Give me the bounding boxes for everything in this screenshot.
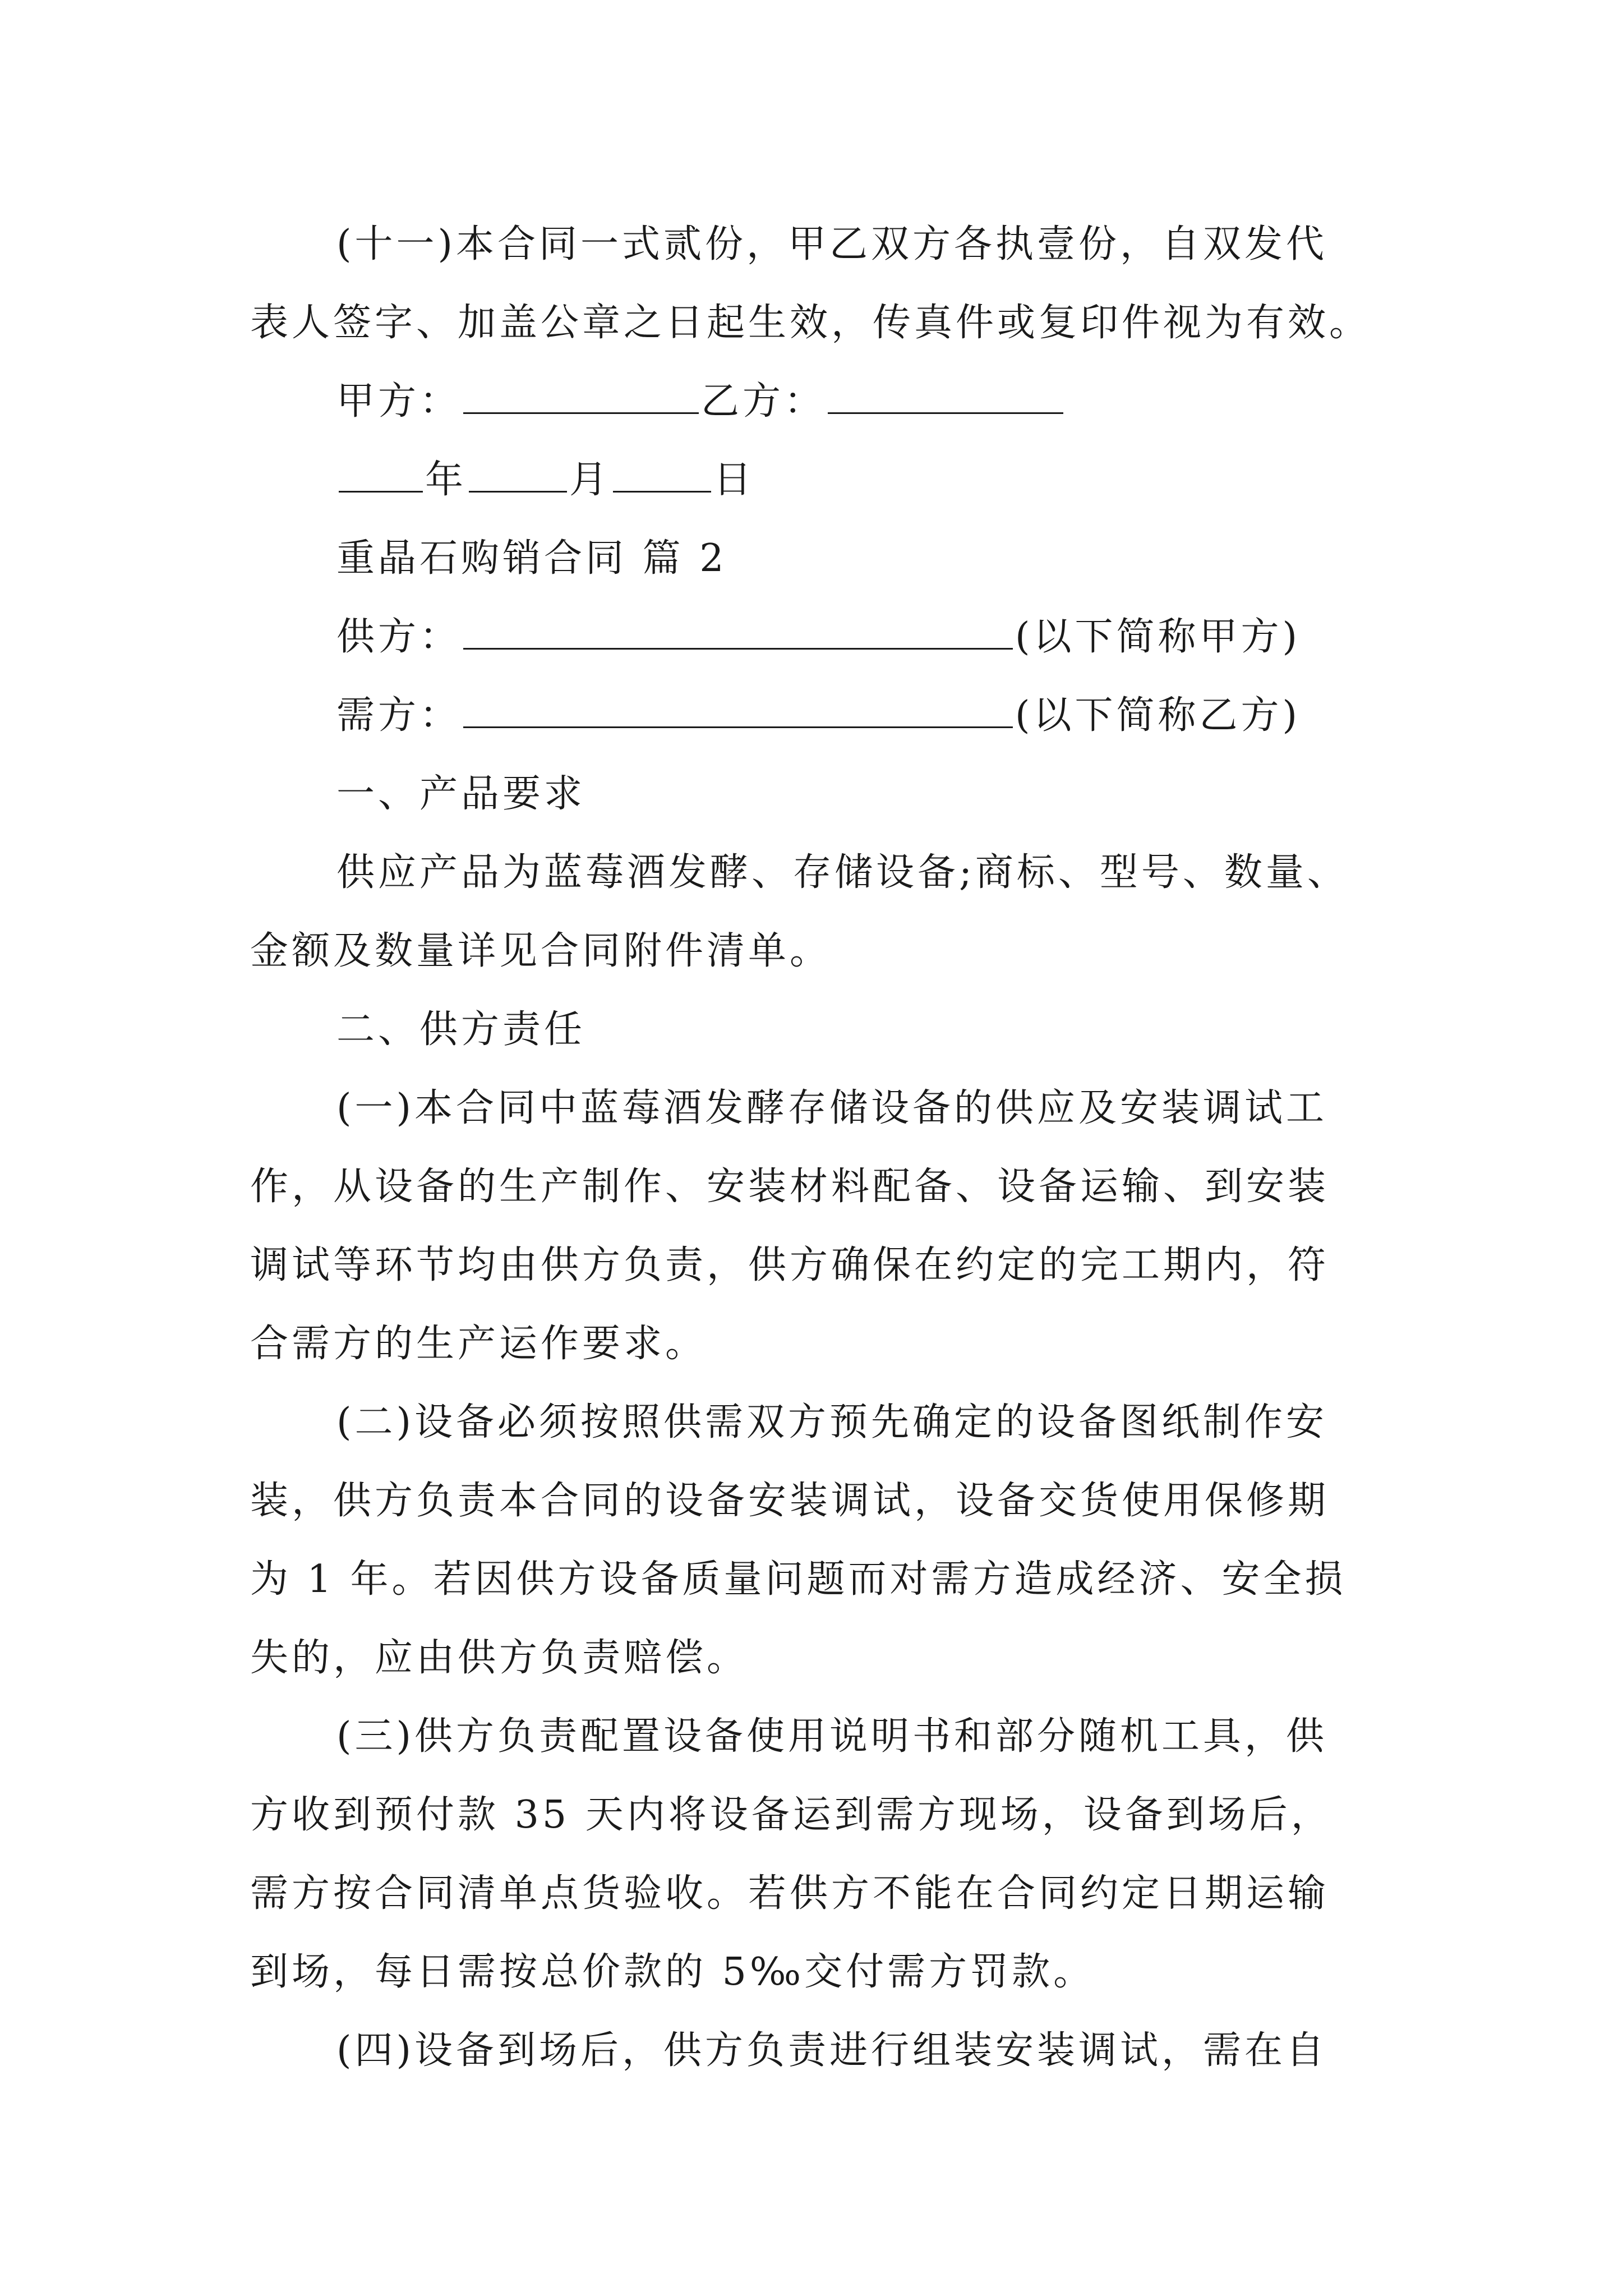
day-label: 日 xyxy=(713,458,755,502)
signature-date xyxy=(336,458,755,503)
party-a-blank xyxy=(463,380,699,414)
supplier-note: (以下简称甲方) xyxy=(1015,615,1301,659)
item-3-line: (三)供方负责配置设备使用说明书和部分随机工具，供 xyxy=(336,1714,1328,1759)
item-3-line: 需方按合同清单点货验收。若供方不能在合同约定日期运输 xyxy=(250,1871,1330,1916)
item-1-line: (一)本合同中蓝莓酒发酵存储设备的供应及安装调试工 xyxy=(336,1086,1328,1130)
year-label: 年 xyxy=(425,458,467,502)
item-2-line: 装，供方负责本合同的设备安装调试，设备交货使用保修期 xyxy=(250,1479,1330,1523)
party-b-label: 乙方： xyxy=(701,379,826,424)
item-2-line: 失的，应由供方负责赔偿。 xyxy=(250,1636,749,1680)
day-blank xyxy=(613,458,711,493)
item-1-line: 合需方的生产运作要求。 xyxy=(250,1322,707,1366)
buyer-note: (以下简称乙方) xyxy=(1015,693,1301,738)
section-1-heading: 一、产品要求 xyxy=(336,772,586,816)
supplier-label: 供方： xyxy=(336,615,462,659)
contract-title: 重晶石购销合同 篇 2 xyxy=(336,536,727,581)
item-3-line: 到场，每日需按总价款的 5‰交付需方罚款。 xyxy=(250,1950,1095,1994)
buyer-label: 需方： xyxy=(336,693,462,738)
section-2-heading: 二、供方责任 xyxy=(336,1007,586,1052)
item-2-line: (二)设备必须按照供需双方预先确定的设备图纸制作安 xyxy=(336,1400,1328,1444)
year-blank xyxy=(339,458,423,493)
clause-11-line-1: (十一)本合同一式贰份，甲乙双方各执壹份，自双发代 xyxy=(336,222,1328,266)
item-4-line: (四)设备到场后，供方负责进行组装安装调试，需在自 xyxy=(336,2028,1328,2073)
party-b-blank xyxy=(828,380,1063,414)
buyer-line xyxy=(336,693,1301,738)
signature-parties xyxy=(336,379,1066,424)
item-3-line: 方收到预付款 35 天内将设备运到需方现场，设备到场后， xyxy=(250,1793,1332,1837)
section-1-line-2: 金额及数量详见合同附件清单。 xyxy=(250,929,832,973)
buyer-blank xyxy=(463,694,1013,728)
supplier-blank xyxy=(463,615,1013,650)
item-1-line: 作，从设备的生产制作、安装材料配备、设备运输、到安装 xyxy=(250,1165,1330,1209)
clause-11-line-2: 表人签字、加盖公章之日起生效，传真件或复印件视为有效。 xyxy=(250,301,1371,345)
month-blank xyxy=(469,458,567,493)
section-1-line-1: 供应产品为蓝莓酒发酵、存储设备;商标、型号、数量、 xyxy=(336,850,1349,895)
item-2-line: 为 1 年。若因供方设备质量问题而对需方造成经济、安全损 xyxy=(250,1557,1347,1602)
month-label: 月 xyxy=(569,458,611,502)
item-1-line: 调试等环节均由供方负责，供方确保在约定的完工期内，符 xyxy=(250,1243,1330,1287)
supplier-line xyxy=(336,615,1301,660)
party-a-label: 甲方： xyxy=(336,379,462,424)
